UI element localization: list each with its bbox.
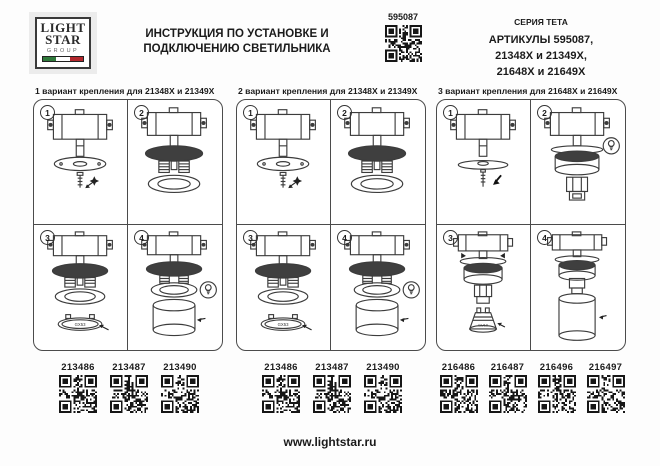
title-line-1: ИНСТРУКЦИЯ ПО УСТАНОВКЕ И bbox=[145, 28, 329, 40]
illustration-tall-shade-install bbox=[534, 230, 622, 346]
variant-3-steps-panel bbox=[436, 99, 626, 351]
illustration-gx53-lamp-install bbox=[240, 230, 328, 346]
product-qr-group-1 bbox=[33, 362, 225, 413]
step-cell bbox=[34, 225, 128, 350]
step-cell bbox=[237, 225, 331, 350]
product-code: 213487 bbox=[315, 362, 349, 373]
articles-line: 21648X и 21649X bbox=[496, 66, 586, 78]
step-cell bbox=[237, 100, 331, 225]
illustration-gx53-lamp-install bbox=[37, 230, 125, 346]
product-qr-item bbox=[587, 362, 625, 413]
product-code: 213486 bbox=[61, 362, 95, 373]
logo-text-light: LIGHT bbox=[40, 20, 86, 35]
step-cell bbox=[128, 225, 222, 350]
lamp-type-label: GX53 bbox=[277, 321, 289, 327]
variant-3-title: 3 вариант крепления для 21648X и 21649X bbox=[438, 86, 618, 96]
product-qr-item bbox=[161, 362, 199, 413]
illustration-spring-assembly bbox=[131, 104, 219, 220]
illustration-adapter-plate-screw bbox=[37, 104, 125, 220]
step-cell bbox=[331, 225, 425, 350]
page-title bbox=[116, 27, 358, 57]
product-code: 213487 bbox=[112, 362, 146, 373]
product-qr-code bbox=[161, 375, 199, 413]
title-line-2: ПОДКЛЮЧЕНИЮ СВЕТИЛЬНИКА bbox=[143, 43, 331, 56]
variant-1-steps-panel bbox=[33, 99, 223, 351]
series-articles-block bbox=[441, 17, 641, 80]
variant-1-title: 1 вариант крепления для 21348X и 21349X bbox=[35, 86, 215, 96]
step-number-badge: 1 bbox=[243, 105, 258, 120]
product-qr-code bbox=[262, 375, 300, 413]
step-number-badge: 1 bbox=[443, 105, 458, 120]
variant-column-1 bbox=[33, 86, 225, 351]
step-number-badge: 4 bbox=[337, 230, 352, 245]
illustration-adapter-disc-screw bbox=[440, 104, 528, 220]
product-qr-code bbox=[59, 375, 97, 413]
product-qr-item bbox=[440, 362, 478, 413]
product-qr-code bbox=[489, 375, 527, 413]
product-qr-code bbox=[110, 375, 148, 413]
lightstar-logo-box bbox=[35, 17, 91, 69]
product-qr-code bbox=[440, 375, 478, 413]
illustration-gu10-lamp-install bbox=[440, 230, 528, 346]
step-number-badge: 1 bbox=[40, 105, 55, 120]
lamp-type-label: GU10 bbox=[477, 323, 488, 328]
articles-line: АРТИКУЛЫ 595087, bbox=[488, 34, 594, 46]
step-number-badge: 3 bbox=[443, 230, 458, 245]
illustration-shade-install bbox=[334, 230, 422, 346]
product-qr-item bbox=[59, 362, 97, 413]
document-number-block bbox=[381, 12, 425, 62]
italian-flag-stripe bbox=[42, 56, 84, 62]
product-qr-item bbox=[489, 362, 527, 413]
step-cell bbox=[531, 225, 625, 350]
step-number-badge: 2 bbox=[337, 105, 352, 120]
variant-column-3 bbox=[436, 86, 628, 351]
step-number-badge: 4 bbox=[537, 230, 552, 245]
step-number-badge: 2 bbox=[537, 105, 552, 120]
illustration-shade-install bbox=[131, 230, 219, 346]
illustration-body-socket bbox=[534, 104, 622, 220]
product-code: 213486 bbox=[264, 362, 298, 373]
lightstar-logo bbox=[29, 12, 97, 74]
website-url: www.lightstar.ru bbox=[283, 435, 377, 449]
lamp-type-label: GX53 bbox=[74, 321, 86, 327]
illustration-spring-assembly bbox=[334, 104, 422, 220]
step-number-badge: 3 bbox=[243, 230, 258, 245]
variant-2-steps-panel bbox=[236, 99, 426, 351]
product-code: 216486 bbox=[441, 362, 476, 373]
step-cell bbox=[34, 100, 128, 225]
product-qr-item bbox=[110, 362, 148, 413]
logo-text-star: STAR bbox=[45, 32, 81, 47]
arrow-icon bbox=[599, 315, 603, 319]
product-code: 213490 bbox=[366, 362, 400, 373]
product-qr-group-3 bbox=[436, 362, 628, 413]
product-qr-code bbox=[364, 375, 402, 413]
step-number-badge: 2 bbox=[134, 105, 149, 120]
arrow-icon bbox=[400, 317, 405, 321]
variant-2-title: 2 вариант крепления для 21348X и 21349X bbox=[238, 86, 418, 96]
product-qr-item bbox=[538, 362, 576, 413]
variant-column-2 bbox=[236, 86, 428, 351]
series-name: СЕРИЯ ТЕТА bbox=[514, 17, 568, 27]
step-number-badge: 3 bbox=[40, 230, 55, 245]
product-qr-code bbox=[587, 375, 625, 413]
product-code: 216497 bbox=[588, 362, 623, 373]
product-qr-code bbox=[313, 375, 351, 413]
product-qr-item bbox=[262, 362, 300, 413]
product-code: 213490 bbox=[163, 362, 197, 373]
product-code: 216496 bbox=[539, 362, 574, 373]
product-code: 216487 bbox=[490, 362, 525, 373]
document-number: 595087 bbox=[387, 12, 419, 22]
document-qr-code bbox=[385, 25, 422, 62]
product-qr-item bbox=[364, 362, 402, 413]
step-cell bbox=[128, 100, 222, 225]
step-cell bbox=[531, 100, 625, 225]
articles-line: 21348X и 21349X, bbox=[495, 50, 587, 62]
step-cell bbox=[437, 225, 531, 350]
step-cell bbox=[331, 100, 425, 225]
arrow-icon bbox=[500, 252, 505, 258]
step-cell bbox=[437, 100, 531, 225]
product-qr-group-2 bbox=[236, 362, 428, 413]
arrow-icon bbox=[197, 317, 202, 321]
illustration-adapter-plate-screw bbox=[240, 104, 328, 220]
step-number-badge: 4 bbox=[134, 230, 149, 245]
product-qr-code bbox=[538, 375, 576, 413]
arrow-icon bbox=[461, 252, 466, 258]
logo-text-group: GROUP bbox=[46, 48, 80, 54]
product-qr-item bbox=[313, 362, 351, 413]
